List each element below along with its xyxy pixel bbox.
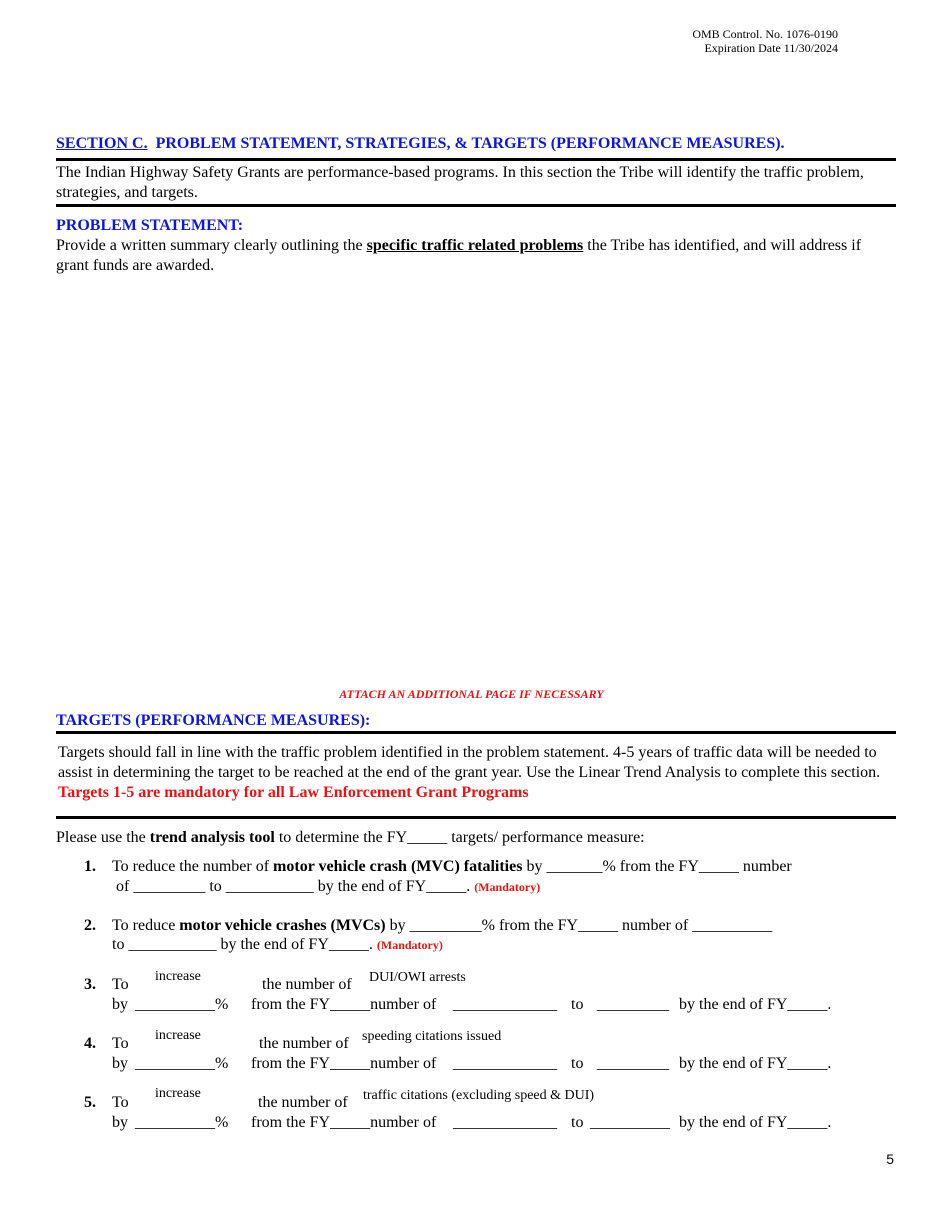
divider — [56, 816, 896, 819]
page-number: 5 — [886, 1151, 894, 1167]
item-4-by: by — [112, 1055, 128, 1072]
item-4-measure-field[interactable]: speeding citations issued — [362, 1029, 502, 1044]
item-3-percent-field[interactable]: __________% — [135, 996, 229, 1013]
trend-analysis-tool: trend analysis tool — [149, 829, 275, 846]
item-4-number: 4. — [84, 1035, 96, 1052]
item-5-from-fy: from the FY_____number of — [251, 1114, 437, 1131]
item-5-measure-field[interactable]: traffic citations (excluding speed & DUI) — [363, 1088, 595, 1103]
item-3-to-word: to — [571, 996, 584, 1013]
item-5-to-value-field[interactable]: __________ — [590, 1114, 670, 1131]
trend-analysis-instruction: Please use the trend analysis tool to determine the FY_____ targets/ performance measure: — [56, 829, 645, 846]
item-3-from-value-field[interactable]: _____________ — [453, 996, 557, 1013]
targets-mandatory-note: Targets 1-5 are mandatory for all Law Enforcement Grant Programs — [58, 784, 529, 801]
problem-emphasis: specific traffic related problems — [366, 237, 584, 254]
item-3-number: 3. — [84, 976, 96, 993]
omb-control-number: OMB Control. No. 1076-0190 — [692, 27, 838, 41]
expiration-date: Expiration Date 11/30/2024 — [704, 41, 838, 55]
item-2-number: 2. — [84, 917, 96, 934]
item-4-to: To — [112, 1035, 129, 1052]
item-3-measure-field[interactable]: DUI/OWI arrests — [369, 970, 466, 985]
item-5-to-word: to — [571, 1114, 584, 1131]
item-3-from-fy: from the FY_____number of — [251, 996, 437, 1013]
item-4-to-value-field[interactable]: _________ — [597, 1055, 669, 1072]
item-3-by: by — [112, 996, 128, 1013]
mandatory-tag: (Mandatory) — [474, 880, 541, 894]
section-heading: PROBLEM STATEMENT, STRATEGIES, & TARGETS (PERFORMANCE MEASURES). — [155, 135, 785, 152]
divider — [56, 158, 896, 161]
problem-statement-heading: PROBLEM STATEMENT: — [56, 217, 244, 234]
attach-page-note: ATTACH AN ADDITIONAL PAGE IF NECESSARY — [339, 687, 604, 701]
omb-header — [692, 27, 838, 55]
section-title — [56, 135, 785, 153]
item-3-to-value-field[interactable]: _________ — [597, 996, 669, 1013]
item-5-number: 5. — [84, 1094, 96, 1111]
item-4-percent-field[interactable]: __________% — [135, 1055, 229, 1072]
divider — [56, 204, 896, 207]
item-2-line2: to ___________ by the end of FY_____. (Mandatory) — [112, 936, 443, 953]
item-1-number: 1. — [84, 858, 96, 875]
item-1-line2: of _________ to ___________ by the end of FY_____. (Mandatory) — [116, 878, 541, 895]
problem-statement-instructions: Provide a written summary clearly outlining the specific traffic related problems the Tribe has identified, and will address if grant funds are awarded. — [56, 237, 862, 274]
item-5-label: the number of — [258, 1094, 348, 1111]
divider — [56, 731, 896, 734]
item-4-from-fy: from the FY_____number of — [251, 1055, 437, 1072]
item-3-end: by the end of FY_____. — [679, 996, 832, 1013]
section-intro: The Indian Highway Safety Grants are performance-based programs. In this section the Tribe will identify the traffic problem, strategies, and targets. — [56, 164, 864, 201]
item-1-line1: To reduce the number of motor vehicle crash (MVC) fatalities by _______% from the FY_____ number — [112, 858, 792, 875]
item-5-from-value-field[interactable]: _____________ — [453, 1114, 557, 1131]
item-3-label: the number of — [262, 976, 352, 993]
item-5-to: To — [112, 1094, 129, 1111]
item-4-from-value-field[interactable]: _____________ — [453, 1055, 557, 1072]
section-label: SECTION C. — [56, 135, 148, 152]
item-4-end: by the end of FY_____. — [679, 1055, 832, 1072]
item-4-label: the number of — [259, 1035, 349, 1052]
item-2-line1: To reduce motor vehicle crashes (MVCs) by _________% from the FY_____ number of __________ — [112, 917, 773, 934]
mandatory-tag: (Mandatory) — [376, 938, 443, 952]
item-5-percent-field[interactable]: __________% — [135, 1114, 229, 1131]
item-5-end: by the end of FY_____. — [679, 1114, 832, 1131]
item-4-direction-select[interactable]: increase — [155, 1028, 201, 1043]
item-3-to: To — [112, 976, 129, 993]
item-4-to-word: to — [571, 1055, 584, 1072]
item-3-direction-select[interactable]: increase — [155, 969, 201, 984]
targets-heading: TARGETS (PERFORMANCE MEASURES): — [56, 712, 371, 729]
item-5-by: by — [112, 1114, 128, 1131]
item-5-direction-select[interactable]: increase — [155, 1086, 201, 1101]
targets-instructions: Targets should fall in line with the traffic problem identified in the problem statement. 4-5 years of traffic data will be needed to assist in determining the target to be reached at the end of the grant year. Use the Linear Trend Analysis to complete this section. Targets 1-5 are mandatory for all Law Enforcement Grant Programs — [58, 744, 881, 801]
